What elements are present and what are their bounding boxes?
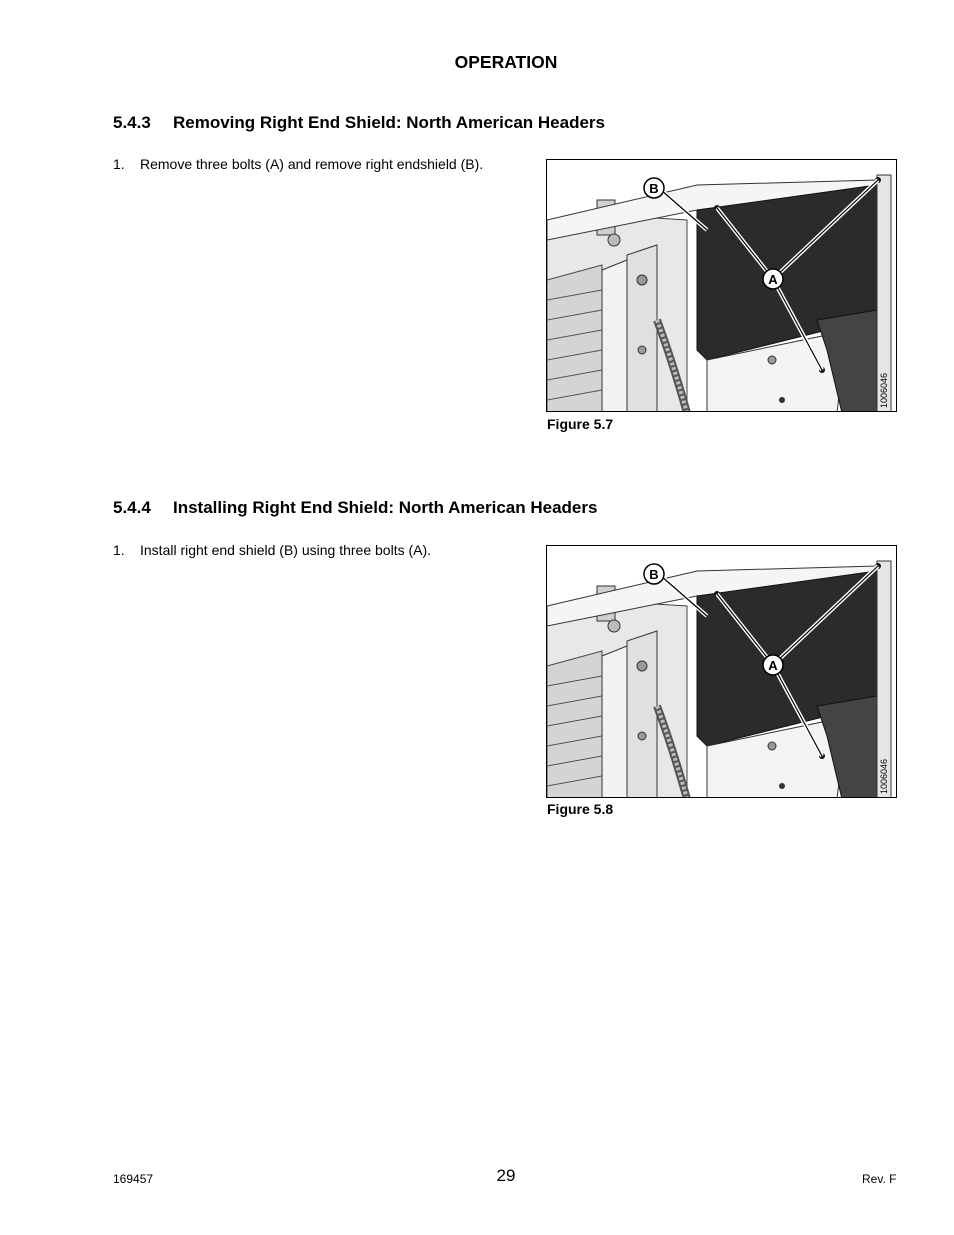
section-number: 5.4.3 [113, 113, 151, 132]
end-shield-illustration [547, 160, 897, 412]
callout-b: B [649, 181, 659, 196]
footer-page-number: 29 [496, 1166, 516, 1185]
step-item-install [113, 542, 431, 558]
step-text: Remove three bolts (A) and remove right endshield (B). [140, 156, 484, 172]
section-title: Removing Right End Shield: North American Headers [173, 113, 605, 132]
callout-a: A [768, 658, 778, 673]
footer-revision: Rev. F [862, 1172, 897, 1186]
end-shield-illustration [547, 546, 897, 798]
callout-a: A [768, 272, 778, 287]
image-id-label: 1006046 [879, 372, 889, 408]
section-heading-removing [113, 113, 605, 133]
section-heading-installing [113, 498, 597, 518]
step-number: 1. [113, 542, 125, 558]
page-header-title: OPERATION [454, 52, 558, 72]
section-title: Installing Right End Shield: North American Headers [173, 498, 598, 517]
figure-caption: Figure 5.7 [547, 416, 614, 432]
callout-b: B [649, 567, 659, 582]
step-text: Install right end shield (B) using three bolts (A). [140, 542, 432, 558]
figure-illustration-remove [546, 159, 897, 412]
image-id-label: 1006046 [879, 758, 889, 794]
section-number: 5.4.4 [113, 498, 151, 517]
figure-caption: Figure 5.8 [547, 801, 614, 817]
step-number: 1. [113, 156, 125, 172]
step-item-remove [113, 156, 483, 172]
footer-doc-number: 169457 [113, 1172, 154, 1186]
figure-illustration-install [546, 545, 897, 798]
